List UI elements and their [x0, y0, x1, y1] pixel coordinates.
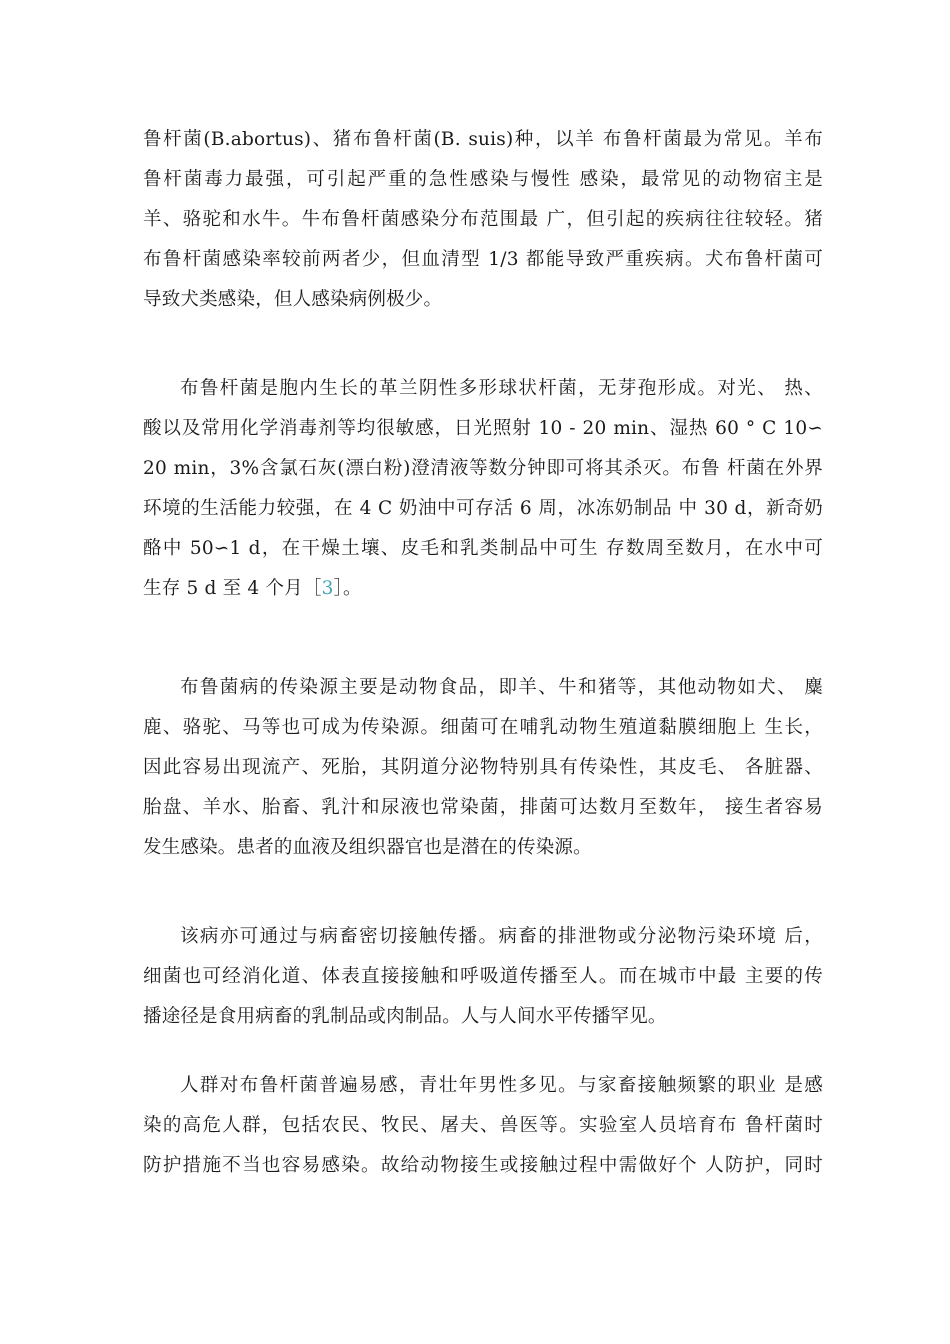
- text-line: 该病亦可通过与病畜密切接触传播。病畜的排泄物或分泌物污染环境 后，: [180, 926, 823, 947]
- text-line: 因此容易出现流产、死胎，其阴道分泌物特别具有传染性，其皮毛、 各脏器、: [143, 757, 823, 778]
- text-line: 鹿、骆驼、马等也可成为传染源。细菌可在哺乳动物生殖道黏膜细胞上 生长，: [143, 717, 823, 738]
- text-line: 鲁杆菌(B.abortus)、猪布鲁杆菌(B. suis)种，以羊 布鲁杆菌最为常见。羊布: [143, 129, 823, 150]
- paragraph-susceptible-population: [143, 1066, 823, 1186]
- text-line: 导致犬类感染，但人感染病例极少。: [143, 289, 443, 310]
- reference-link[interactable]: 3: [321, 578, 334, 599]
- text-line: 20 min，3%含氯石灰(漂白粉)澄清液等数分钟即可将其杀灭。布鲁 杆菌在外界: [143, 458, 823, 479]
- text-line: 细菌也可经消化道、体表直接接触和呼吸道传播至人。而在城市中最 主要的传: [143, 966, 823, 987]
- text-line: 布鲁杆菌感染率较前两者少，但血清型 1/3 都能导致严重疾病。犬布鲁杆菌可: [143, 249, 823, 270]
- paragraph-transmission: [143, 917, 823, 1037]
- paragraph-bacteria-properties: [143, 369, 823, 609]
- text-line: 防护措施不当也容易感染。故给动物接生或接触过程中需做好个 人防护，同时: [143, 1155, 823, 1176]
- text-line: 布鲁菌病的传染源主要是动物食品，即羊、牛和猪等，其他动物如犬、 麋: [180, 677, 823, 698]
- text-segment: 生存 5 d 至 4 个月［: [143, 578, 322, 599]
- text-segment: ］。: [333, 578, 362, 599]
- paragraph-infection-source: [143, 668, 823, 868]
- text-line: 鲁杆菌毒力最强，可引起严重的急性感染与慢性 感染，最常见的动物宿主是: [143, 169, 823, 190]
- paragraph-species: [143, 120, 823, 320]
- text-line: 布鲁杆菌是胞内生长的革兰阴性多形球状杆菌，无芽孢形成。对光、 热、: [180, 378, 823, 399]
- text-line: 播途径是食用病畜的乳制品或肉制品。人与人间水平传播罕见。: [143, 1006, 667, 1027]
- text-line: 胎盘、羊水、胎畜、乳汁和尿液也常染菌，排菌可达数月至数年， 接生者容易: [143, 797, 823, 818]
- text-line: 人群对布鲁杆菌普遍易感，青壮年男性多见。与家畜接触频繁的职业 是感: [180, 1075, 823, 1096]
- text-line: 发生感染。患者的血液及组织器官也是潜在的传染源。: [143, 837, 592, 858]
- text-line: 环境的生活能力较强，在 4 C 奶油中可存活 6 周，冰冻奶制品 中 30 d，新奇奶: [143, 498, 823, 519]
- text-line: 酸以及常用化学消毒剂等均很敏感，日光照射 10 - 20 min、湿热 60 ° C 10∽: [143, 418, 823, 439]
- text-line: 羊、骆驼和水牛。牛布鲁杆菌感染分布范围最 广，但引起的疾病往往较轻。猪: [143, 209, 823, 230]
- text-line: 酪中 50∽1 d，在干燥土壤、皮毛和乳类制品中可生 存数周至数月，在水中可: [143, 538, 823, 559]
- text-line: [143, 569, 823, 609]
- text-line: 染的高危人群，包括农民、牧民、屠夫、兽医等。实验室人员培育布 鲁杆菌时: [143, 1115, 823, 1136]
